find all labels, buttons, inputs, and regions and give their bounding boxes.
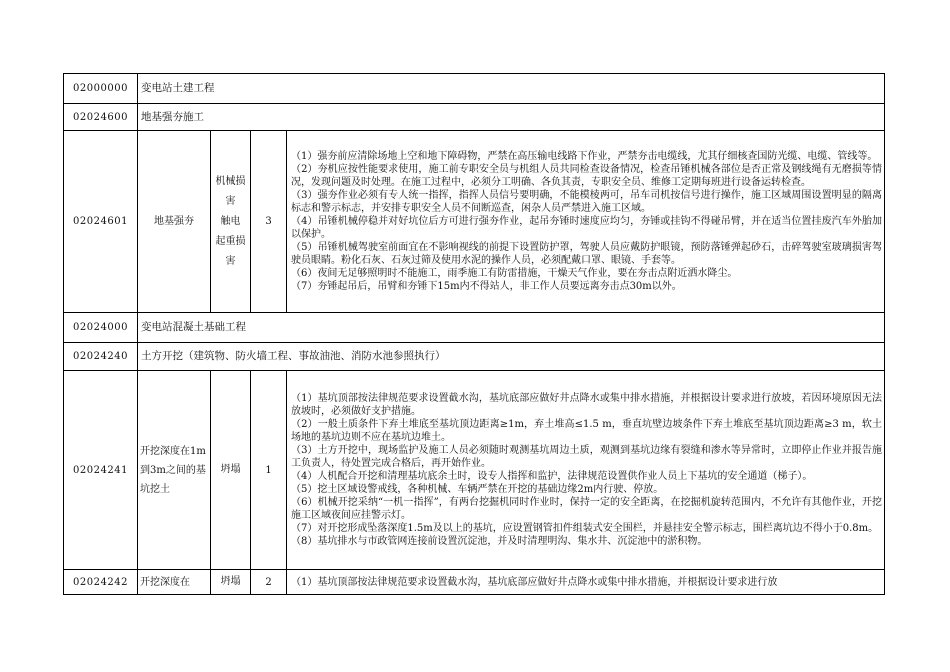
row-code: 02024000 [64,313,138,343]
measure-item: （2）夯机应按性能要求使用，施工前专职安全员与机组人员共同检查设备情况，检查吊锤机械各部位是否正常及钢线绳有无磨损等情况，发现问题及时处理。在施工过程中，必须分工明确、各负其责，专职安全员、维修工定期每班进行设备运转检查。 [291,164,882,188]
table-row [64,313,885,343]
table-row [64,570,885,595]
table-row [64,371,885,570]
hazard-type: 坍塌 [211,570,251,595]
hazard-type: 坍塌 [211,371,251,570]
table-row [64,74,885,104]
measure-item: （5）吊锤机械驾驶室前面宜在不影响视线的前提下设置防护罩，驾驶人员应戴防护眼镜，预防落锤弹起砂石，击碎驾驶室玻璃损害驾驶员眼睛。粉化石灰、石灰过筛及使用水泥的操作人员，必须配戴口罩、眼镜、手套等。 [291,242,882,266]
measure-item: （7）对开挖形成坠落深度1.5m及以上的基坑，应设置钢管扣件组装式安全围栏，并悬挂安全警示标志，围栏离坑边不得小于0.8m。 [291,523,879,534]
measure-item: （7）夯锤起吊后，吊臂和夯锤下15m内不得站人，非工作人员要远离夯击点30m以外。 [291,281,682,292]
control-measures [287,131,885,313]
measure-item: （1）基坑顶部按法律规范要求设置截水沟，基坑底部应做好井点降水或集中排水措施，并根据设计要求进行放 [291,576,778,588]
row-title: 变电站混凝土基础工程 [138,313,885,343]
control-measures [287,371,885,570]
measure-item: （1）基坑顶部按法律规范要求设置截水沟，基坑底部应做好井点降水或集中排水措施，并根据设计要求进行放坡，若因环境原因无法放坡时，必须做好支护措施。 [291,393,882,417]
work-name: 地基强夯 [138,131,211,313]
measure-item: （5）挖土区域设警戒线，各种机械、车辆严禁在开挖的基础边缘2m内行驶、停放。 [291,484,664,495]
measure-item: （3）强夯作业必须有专人统一指挥，指挥人员信号要明确，不能模棱两可，吊车司机按信号进行操作，施工区域周围设置明显的隔离标志和警示标志，并安排专职安全人员不间断巡查，闲杂人员严禁进入施工区域。 [291,190,882,214]
measure-item: （6）机械开挖采纳“一机一指挥”，有两台挖掘机同时作业时，保持一定的安全距离，在挖掘机旋转范围内，不允许有其他作业，开挖施工区域夜间应挂警示灯。 [291,497,882,521]
risk-table [63,73,885,595]
row-code: 02000000 [64,74,138,104]
table-row [64,104,885,131]
row-code: 02024241 [64,371,138,570]
row-code: 02024242 [64,570,138,595]
row-code: 02024240 [64,343,138,371]
measure-item: （4）吊锤机械停稳并对好坑位后方可进行强夯作业，起吊夯锤时速度应均匀，夯锤或挂钩不得碰吊臂，并在适当位置挂废汽车外胎加以保护。 [291,216,882,240]
measure-item: （2）一般土质条件下弃土堆底至基坑顶边距离≥1m，弃土堆高≤1.5 m，垂直坑壁边坡条件下弃土堆底至基坑顶边距离≥3 m，软土场地的基坑边则不应在基坑边堆土。 [291,419,882,443]
row-code: 02024600 [64,104,138,131]
hazard-type: 机械损 害 触电 起重损 害 [211,131,251,313]
control-measures [287,570,885,595]
measure-item: （8）基坑排水与市政管网连接前设置沉淀池，并及时清理明沟、集水井、沉淀池中的淤积物。 [291,536,708,547]
row-code: 02024601 [64,131,138,313]
row-title: 地基强夯施工 [138,104,885,131]
measure-item: （3）土方开挖中，现场监护及施工人员必须随时观测基坑周边土质，观测到基坑边缘有裂缝和渗水等异常时，立即停止作业并报告施工负责人，待处置完成合格后，再开始作业。 [291,445,882,469]
row-title: 变电站土建工程 [138,74,885,104]
measure-item: （6）夜间无足够照明时不能施工，雨季施工有防雷措施，干燥天气作业，要在夯击点附近洒水降尘。 [291,268,738,279]
risk-level: 2 [251,570,287,595]
table-row [64,131,885,313]
work-name: 开挖深度在 [138,570,211,595]
work-name: 开挖深度在1m到3m之间的基坑挖土 [138,371,211,570]
table-row [64,343,885,371]
measure-item: （4）人机配合开挖和清理基坑底余土时，设专人指挥和监护，法律规范设置供作业人员上下基坑的安全通道（梯子）。 [291,471,813,482]
row-title: 土方开挖（建筑物、防火墙工程、事故油池、消防水池参照执行） [138,343,885,371]
measure-item: （1）强夯前应清除场地上空和地下障碍物，严禁在高压输电线路下作业，严禁夯击电缆线，尤其仔细核查国防光缆、电缆、管线等。 [291,151,878,162]
risk-level: 1 [251,371,287,570]
risk-level: 3 [251,131,287,313]
